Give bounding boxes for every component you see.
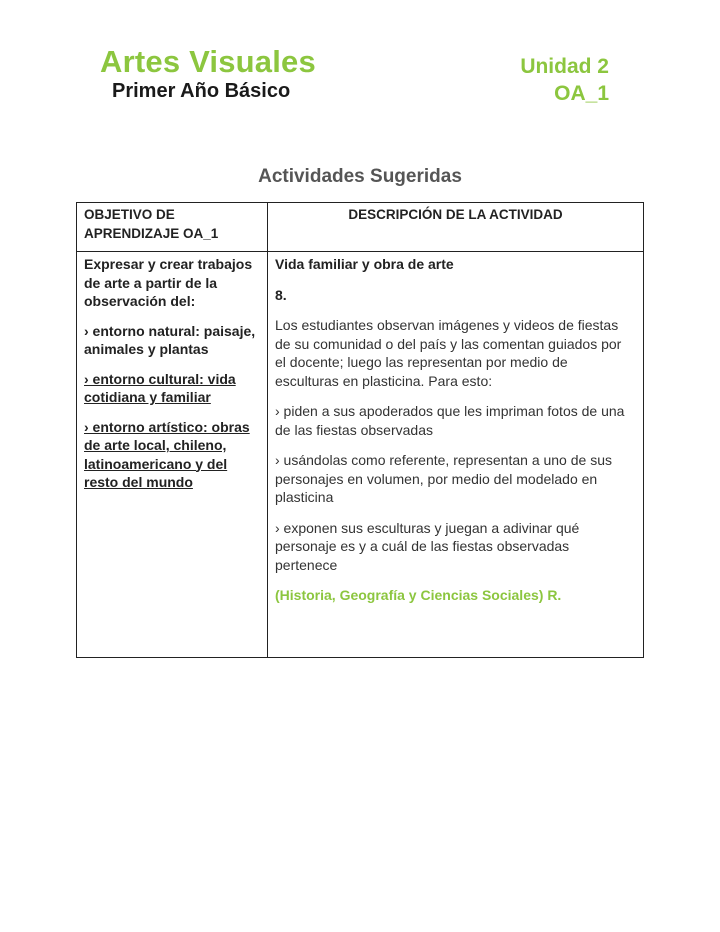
activity-reference: (Historia, Geografía y Ciencias Sociales) R. <box>275 587 562 603</box>
objective-item-cultural: › entorno cultural: vida cotidiana y familiar <box>84 370 236 405</box>
document-header <box>100 44 316 103</box>
section-title: Actividades Sugeridas <box>258 166 462 187</box>
objective-item-artistic: › entorno artístico: obras de arte local, chileno, latinoamericano y del resto del mundo <box>84 418 250 490</box>
grade-title: Primer Año Básico <box>112 80 291 102</box>
activity-step: › piden a sus apoderados que les impriman fotos de una de las fiestas observadas <box>275 403 625 438</box>
objective-intro: Expresar y crear trabajos de arte a partir de la observación del: <box>84 256 253 309</box>
activity-cell <box>268 252 644 658</box>
column-header-objective: OBJETIVO DE APRENDIZAJE OA_1 <box>77 203 268 252</box>
oa-label: OA_1 <box>554 82 609 105</box>
activity-description: Los estudiantes observan imágenes y videos de fiestas de su comunidad o del país y las comentan guiados por el docente; luego las representan por medio de esculturas en plasticina. Para esto: <box>275 317 622 389</box>
activity-title: Vida familiar y obra de arte <box>275 256 454 272</box>
activity-number: 8. <box>275 286 287 303</box>
unit-header <box>520 53 609 107</box>
objective-item-natural: › entorno natural: paisaje, animales y plantas <box>84 322 256 357</box>
objective-cell <box>77 252 268 658</box>
activity-step: › usándolas como referente, representan a uno de sus personajes en volumen, por medio del modelado en plasticina <box>275 452 612 505</box>
activity-table <box>76 202 644 658</box>
column-header-description: DESCRIPCIÓN DE LA ACTIVIDAD <box>268 203 644 252</box>
unit-label: Unidad 2 <box>520 55 609 78</box>
table-row <box>77 252 644 658</box>
subject-title: Artes Visuales <box>100 44 316 79</box>
table-header-row <box>77 203 644 252</box>
activity-step: › exponen sus esculturas y juegan a adivinar qué personaje es y a cuál de las fiestas observadas pertenece <box>275 519 580 573</box>
